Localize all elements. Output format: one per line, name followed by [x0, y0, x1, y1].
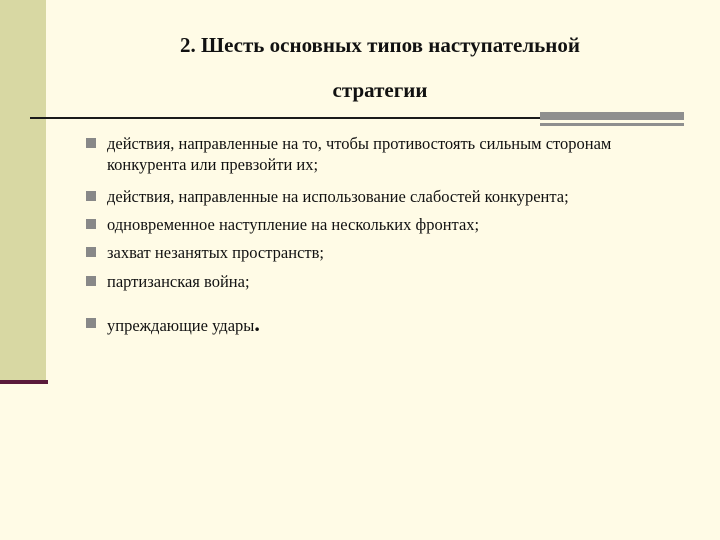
- bullet-text: действия, направленные на использование слабостей конкурента;: [107, 187, 569, 206]
- left-decorative-band: [0, 0, 46, 383]
- slide-title-line-1: 2. Шесть основных типов наступательной: [180, 33, 580, 57]
- bullet-text: действия, направленные на то, чтобы противостоять сильным сторонам конкурента или превзойти их;: [107, 134, 612, 174]
- bullet-text: одновременное наступление на нескольких фронтах;: [107, 215, 480, 234]
- slide-title-line-2: стратегии: [332, 78, 428, 102]
- title-accent-bar: [540, 112, 684, 120]
- title-underline: [30, 117, 540, 119]
- square-bullet-icon: [86, 219, 96, 229]
- square-bullet-icon: [86, 138, 96, 148]
- square-bullet-icon: [86, 276, 96, 286]
- square-bullet-icon: [86, 191, 96, 201]
- bullet-text: упреждающие удары: [107, 316, 255, 335]
- left-band-accent-line: [0, 380, 48, 384]
- bullet-text: партизанская война;: [107, 272, 250, 291]
- bullet-text-last: [107, 313, 677, 336]
- bullet-period: .: [254, 311, 260, 336]
- square-bullet-icon: [86, 318, 96, 328]
- bullet-text: захват незанятых пространств;: [107, 243, 324, 262]
- title-accent-bar-thin: [540, 123, 684, 126]
- square-bullet-icon: [86, 247, 96, 257]
